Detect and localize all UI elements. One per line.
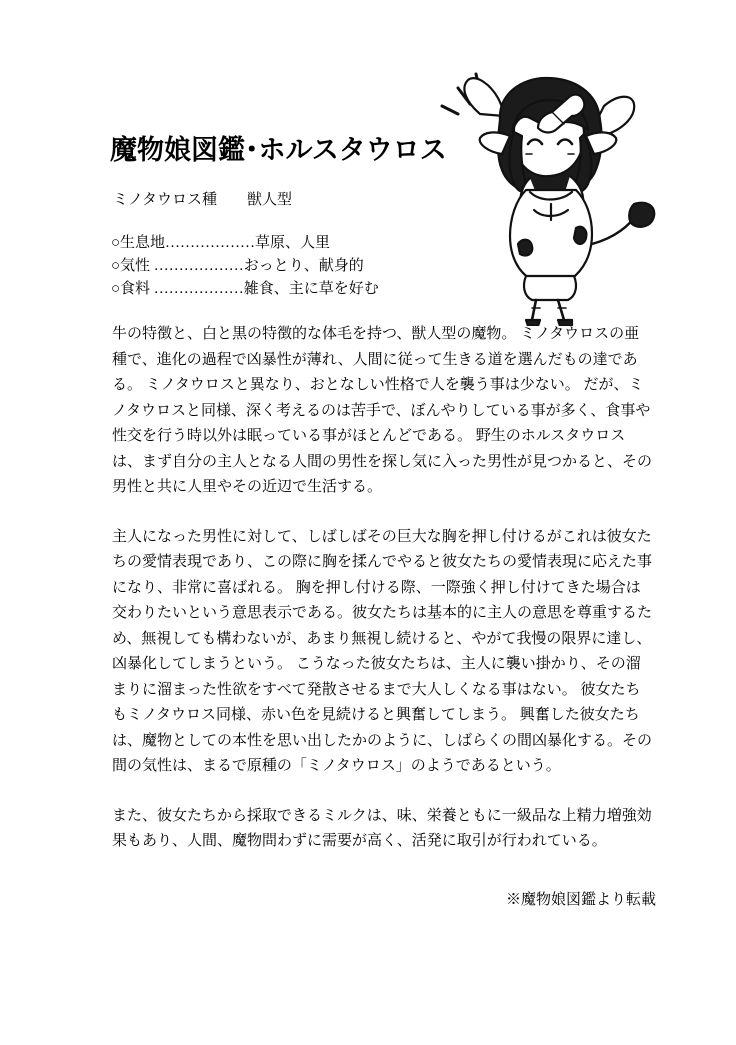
source-note: ※魔物娘図鑑より転載 xyxy=(505,892,656,908)
paragraph-3: また、彼女たちから採取できるミルクは、味、栄養ともに一級品な上精力増強効果もあり、人間、魔物問わずに需要が高く、活発に取引が行われている。 xyxy=(112,807,652,849)
stat-row-diet: ○食料 ………………雑食、主に草を好む xyxy=(111,281,379,297)
species-subtitle xyxy=(113,188,292,209)
holstaurus-character-illustration xyxy=(418,58,668,326)
species-type: 獣人型 xyxy=(246,192,292,208)
stat-list xyxy=(111,232,379,301)
paragraph-2: 主人になった男性に対して、しばしばその巨大な胸を押し付けるがこれは彼女たちの愛情表現であり、この際に胸を揉んでやると彼女たちの愛情表現に応えた事になり、非常に喜ばれる。 胸を押し付ける際、一際強く押し付けてきた場合は交わりたいという意思表示である。彼女たちは基本的に主人の意思を尊重するため、無視しても構わないが、あまり無視し続けると、やがて我慢の限界に達し、凶暴化してしまうという。 こうなった彼女たちは、主人に襲い掛かり、その溜まりに溜まった性欲をすべて発散させるまで大人しくなる事はない。 彼女たちもミノタウロス同様、赤い色を見続けると興奮してしまう。 興奮した彼女たちは、魔物としての本性を思い出したかのように、しばらくの間凶暴化する。その間の気性は、まるで原種の「ミノタウロス」のようであるという。 xyxy=(112,528,653,774)
species-name: ミノタウロス種 xyxy=(113,192,217,208)
stat-row-disposition: ○気性 ………………おっとり、献身的 xyxy=(111,258,364,274)
page-title: 魔物娘図鑑･ホルスタウロス xyxy=(110,135,447,166)
body-text xyxy=(112,322,652,855)
paragraph-1: 牛の特徴と、白と黒の特徴的な体毛を持つ、獣人型の魔物。 ミノタウロスの亜種で、進化の過程で凶暴性が薄れ、人間に従って生きる道を選んだもの達である。 ミノタウロスと異なり、おとなしい性格で人を襲う事は少ない。 だが、ミノタウロスと同様、深く考えるのは苦手で、ぼんやりしている事が多く、食事や性交を行う時以外は眠っている事がほとんどである。 野生のホルスタウロスは、まず自分の主人となる人間の男性を探し気に入った男性が見つかると、その男性と共に人里やその近辺で生活する。 xyxy=(112,326,653,495)
stat-row-habitat: ○生息地………………草原、人里 xyxy=(111,235,331,251)
